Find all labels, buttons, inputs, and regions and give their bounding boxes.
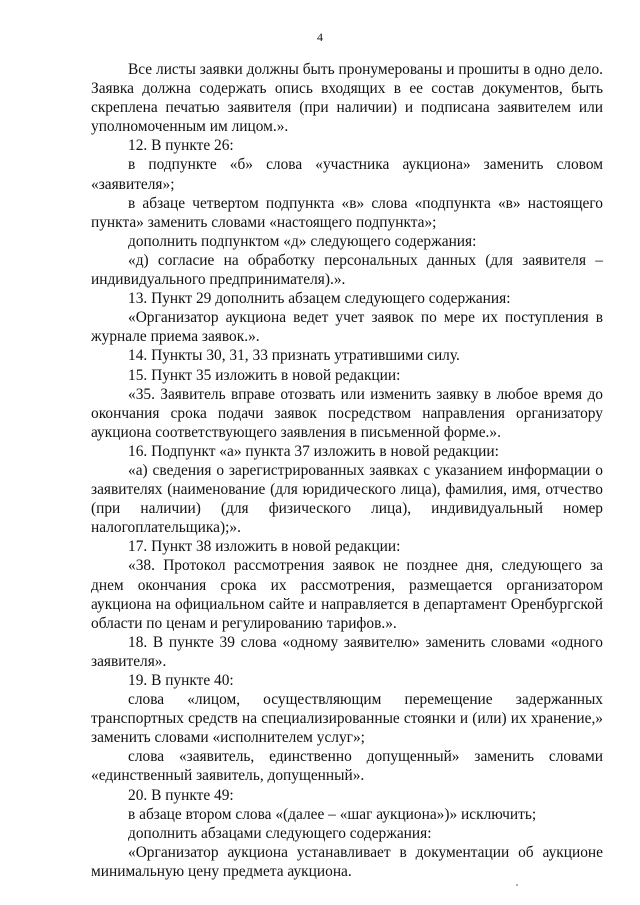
paragraph: 13. Пункт 29 дополнить абзацем следующего содержания: <box>128 290 511 308</box>
paragraph: «Организатор аукциона устанавливает в документации об аукционе минимальную цену предмета аукциона. <box>91 843 603 880</box>
paragraph: 18. В пункте 39 слова «одному заявителю» заменить словами «одного заявителя». <box>91 633 603 670</box>
paragraph: «38. Протокол рассмотрения заявок не позднее дня, следующего за днем окончания срока их рассмотрения, размещается организатором аукциона на официальном сайте и направляется в департамент Оренбургской области по ценам и регулированию тарифов.». <box>91 557 603 632</box>
paragraph: Все листы заявки должны быть пронумерованы и прошиты в одно дело. Заявка должна содержать опись входящих в ее состав документов, быть скреплена печатью заявителя (при наличии) и подписана заявителем или уполномоченным им лицом.». <box>91 61 603 136</box>
paragraph: слова «заявитель, единственно допущенный» заменить словами «единственный заявитель, допущенный». <box>91 748 603 785</box>
paragraph: «35. Заявитель вправе отозвать или изменить заявку в любое время до окончания срока подачи заявок посредством направления организатору аукциона соответствующего заявления в письменной форме.». <box>91 385 603 441</box>
paragraph: 14. Пункты 30, 31, 33 признать утратившими силу. <box>128 347 460 365</box>
paragraph: 15. Пункт 35 изложить в новой редакции: <box>128 366 401 384</box>
paragraph: 12. В пункте 26: <box>128 137 234 155</box>
paragraph: в подпункте «б» слова «участника аукциона» заменить словом «заявителя»; <box>91 156 603 193</box>
paragraph: дополнить подпунктом «д» следующего содержания: <box>128 232 477 250</box>
paragraph: дополнить абзацами следующего содержания: <box>128 824 432 842</box>
paragraph: 20. В пункте 49: <box>128 786 234 804</box>
paragraph: в абзаце втором слова «(далее – «шаг аукциона»)» исключить; <box>128 805 537 823</box>
paragraph: 17. Пункт 38 изложить в новой редакции: <box>128 538 401 556</box>
paragraph: «д) согласие на обработку персональных данных (для заявителя – индивидуального предпринимателя).». <box>91 251 603 289</box>
document-body <box>91 60 603 881</box>
paragraph: 19. В пункте 40: <box>128 672 234 689</box>
scan-speck <box>516 884 518 886</box>
paragraph: в абзаце четвертом подпункта «в» слова «подпункта «в» настоящего пункта» заменить словами «настоящего подпункта»; <box>91 194 603 231</box>
paragraph: «Организатор аукциона ведет учет заявок по мере их поступления в журнале приема заявок.». <box>91 309 603 346</box>
page-number: 4 <box>317 30 323 44</box>
paragraph: слова «лицом, осуществляющим перемещение задержанных транспортных средств на специализированные стоянки и (или) их хранение,» заменить словами «исполнителем услуг»; <box>91 691 603 747</box>
paragraph: «а) сведения о зарегистрированных заявках с указанием информации о заявителях (наименование (для юридического лица), фамилия, имя, отчество (при наличии) (для физического лица), индивидуальный номер налогоплательщика);». <box>91 461 603 537</box>
paragraph: 16. Подпункт «а» пункта 37 изложить в новой редакции: <box>128 442 499 460</box>
